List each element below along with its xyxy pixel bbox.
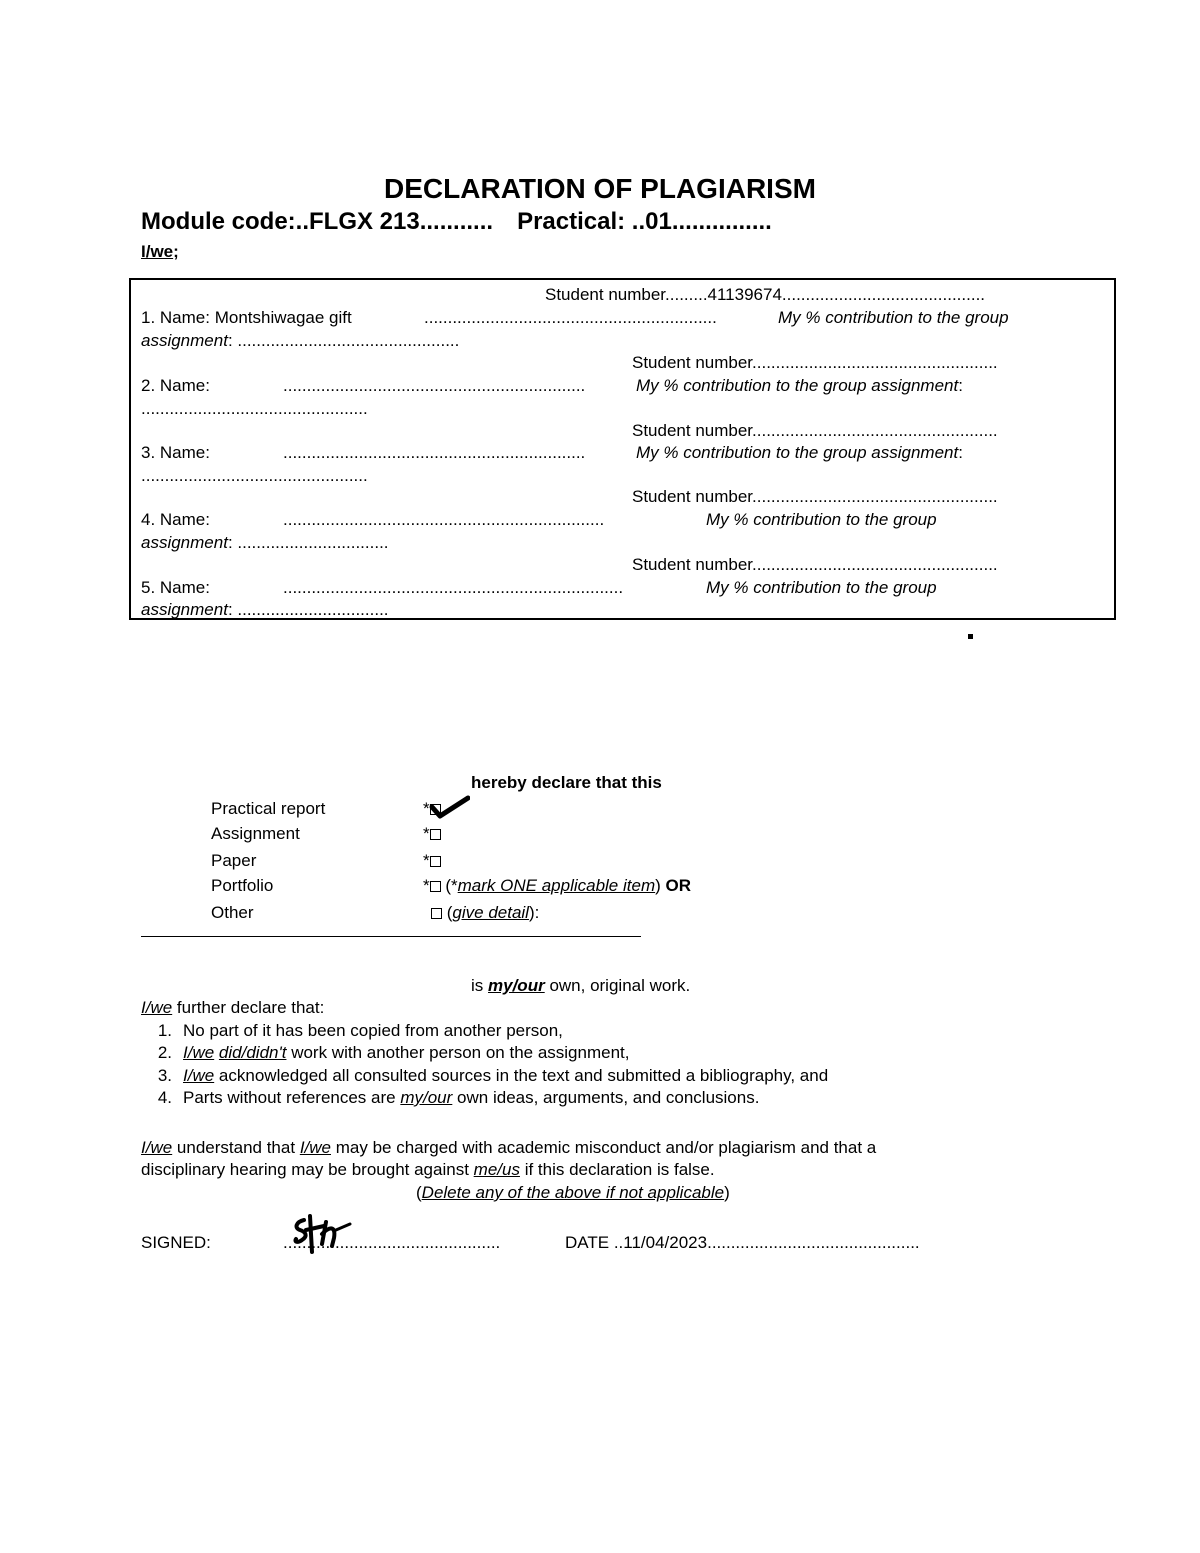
iwe-label: I/we; xyxy=(141,242,179,261)
page-title: DECLARATION OF PLAGIARISM xyxy=(384,173,816,204)
student-name-3[interactable]: 3. Name: xyxy=(141,443,210,462)
checkbox-paper[interactable]: * xyxy=(423,851,441,871)
student-name-2[interactable]: 2. Name: xyxy=(141,376,210,395)
student-number-5[interactable]: Student number.................................................... xyxy=(632,555,998,574)
module-code-value[interactable]: ..FLGX 213........... xyxy=(295,208,494,235)
understand-line-1: I/we understand that I/we may be charged with academic misconduct and/or plagiarism and that a xyxy=(141,1138,877,1157)
list-item: 2. I/we did/didn't work with another person on the assignment, xyxy=(157,1043,630,1062)
contribution-label-2: My % contribution to the group assignment: xyxy=(636,376,963,395)
student-name-1[interactable]: 1. Name: Montshiwagae gift xyxy=(141,308,352,327)
practical-value[interactable]: ..01............... xyxy=(631,208,772,235)
module-header xyxy=(141,208,772,236)
student-name-dots-3: ................................................................ xyxy=(283,443,586,462)
checkbox-icon[interactable] xyxy=(430,856,441,867)
contribution-label-4: My % contribution to the group xyxy=(706,510,937,529)
item-label-paper: Paper xyxy=(211,851,257,870)
contribution-value-1[interactable]: assignment: ............................................... xyxy=(141,331,460,350)
module-code-label: Module code: xyxy=(141,208,296,235)
checkbox-icon[interactable] xyxy=(431,908,442,919)
student-name-dots-2: ................................................................ xyxy=(283,376,586,395)
date-field[interactable]: DATE ..11/04/2023............................................. xyxy=(565,1233,920,1252)
further-declare: I/we further declare that: xyxy=(141,998,325,1017)
student-number-4[interactable]: Student number.................................................... xyxy=(632,487,998,506)
contribution-label-1: My % contribution to the group xyxy=(778,308,1009,327)
contribution-value-4[interactable]: assignment: ................................ xyxy=(141,533,389,552)
checkbox-icon[interactable] xyxy=(430,881,441,892)
checkbox-assignment[interactable]: * xyxy=(423,824,441,844)
checkbox-practical-report[interactable]: * xyxy=(423,799,441,819)
delete-note: (Delete any of the above if not applicable) xyxy=(416,1183,730,1202)
other-detail-line[interactable] xyxy=(141,936,641,937)
student-number-2[interactable]: Student number.................................................... xyxy=(632,353,998,372)
contribution-value-2[interactable]: ................................................ xyxy=(141,399,368,418)
contribution-label-3: My % contribution to the group assignment: xyxy=(636,443,963,462)
own-work-statement: is my/our own, original work. xyxy=(471,976,691,995)
practical-label: Practical: xyxy=(517,208,626,235)
signature-field[interactable]: .............................................. xyxy=(283,1233,501,1252)
student-name-4[interactable]: 4. Name: xyxy=(141,510,210,529)
list-item: 3. I/we acknowledged all consulted sources in the text and submitted a bibliography, and xyxy=(157,1066,829,1085)
contribution-label-5: My % contribution to the group xyxy=(706,578,937,597)
checkbox-portfolio[interactable]: * (*mark ONE applicable item) OR xyxy=(423,876,692,895)
stray-dot xyxy=(968,634,973,639)
list-item: 4. Parts without references are my/our own ideas, arguments, and conclusions. xyxy=(157,1088,760,1107)
item-label-practical-report: Practical report xyxy=(211,799,326,818)
student-number-3[interactable]: Student number.................................................... xyxy=(632,421,998,440)
hereby-declare: hereby declare that this xyxy=(471,773,662,792)
item-label-other: Other xyxy=(211,903,254,922)
signed-label: SIGNED: xyxy=(141,1233,211,1252)
item-label-portfolio: Portfolio xyxy=(211,876,274,895)
understand-line-2: disciplinary hearing may be brought against me/us if this declaration is false. xyxy=(141,1160,715,1179)
student-name-dots-1: .............................................................. xyxy=(424,308,717,327)
student-name-5[interactable]: 5. Name: xyxy=(141,578,210,597)
checkbox-other[interactable]: (give detail): xyxy=(431,903,539,923)
checkmark-icon xyxy=(428,795,470,819)
contribution-value-3[interactable]: ................................................ xyxy=(141,466,368,485)
signature-image xyxy=(290,1212,354,1258)
checkbox-icon[interactable] xyxy=(430,829,441,840)
item-label-assignment: Assignment xyxy=(211,824,300,843)
list-item: 1. No part of it has been copied from another person, xyxy=(157,1021,563,1040)
student-name-dots-5: ........................................................................ xyxy=(283,578,624,597)
contribution-value-5[interactable]: assignment: ................................ xyxy=(141,600,389,619)
student-number-1[interactable]: Student number.........41139674........................................... xyxy=(545,285,986,304)
student-name-dots-4: .................................................................... xyxy=(283,510,605,529)
